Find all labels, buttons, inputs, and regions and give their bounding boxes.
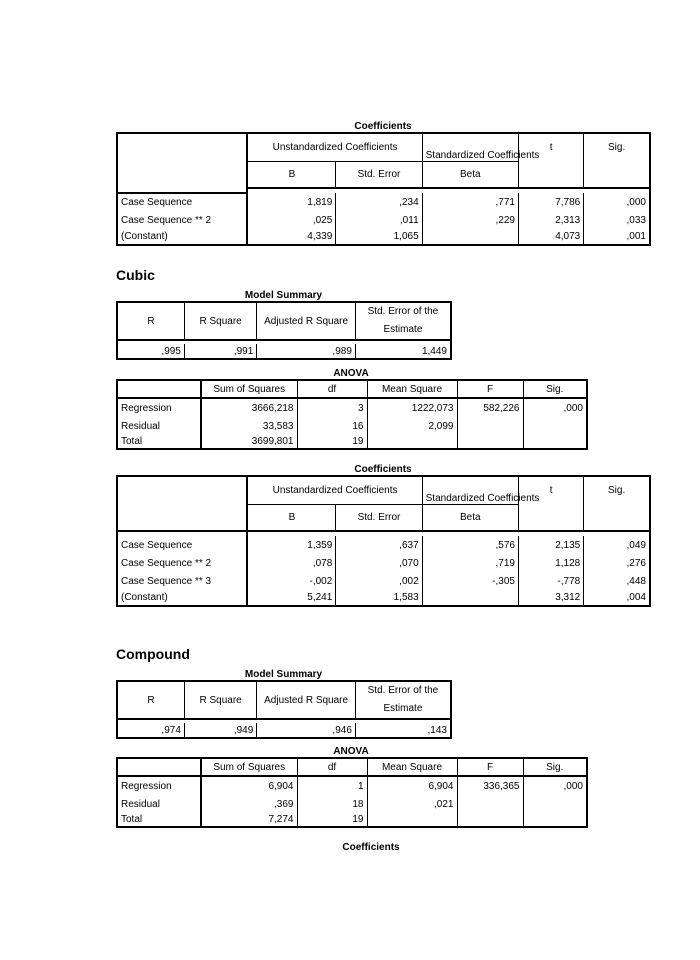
header-f: F xyxy=(457,380,523,398)
header-b: B xyxy=(247,161,335,188)
header-sig: Sig. xyxy=(584,133,650,188)
cubic-model-summary-caption: Model Summary xyxy=(244,290,323,301)
header-mean-square: Mean Square xyxy=(367,758,457,776)
header-sig: Sig. xyxy=(523,758,587,776)
cubic-heading: Cubic xyxy=(116,267,155,283)
table-row: Case Sequence ** 2 ,025 ,011 ,229 2,313 ,033 xyxy=(117,211,650,229)
header-unstandardized: Unstandardized Coefficients xyxy=(247,476,422,504)
compound-coefficients-caption: Coefficients xyxy=(342,842,400,853)
compound-anova-table xyxy=(116,757,588,828)
header-beta: Beta xyxy=(422,161,518,188)
table-row: ,995 ,991 ,989 1,449 xyxy=(117,344,451,359)
header-sum-of-squares: Sum of Squares xyxy=(201,758,297,776)
header-df: df xyxy=(297,758,367,776)
table-row: Case Sequence 1,819 ,234 ,771 7,786 ,000 xyxy=(117,193,650,211)
cubic-coefficients-caption: Coefficients xyxy=(354,464,412,475)
table-row: (Constant) 5,241 1,583 3,312 ,004 xyxy=(117,590,650,606)
header-r: R xyxy=(147,694,155,706)
compound-anova-caption: ANOVA xyxy=(333,746,369,757)
cubic-coefficients-table xyxy=(116,475,651,607)
header-f: F xyxy=(457,758,523,776)
header-unstandardized: Unstandardized Coefficients xyxy=(247,133,422,161)
header-r-square: R Square xyxy=(184,302,256,340)
header-r: R xyxy=(147,315,155,327)
header-std-error-estimate: Std. Error of the Estimate xyxy=(355,681,451,719)
header-t: t xyxy=(518,476,583,531)
table-row: Residual ,369 18 ,021 xyxy=(117,795,587,813)
compound-model-summary-caption: Model Summary xyxy=(244,669,323,680)
table-row: Total 7,274 19 xyxy=(117,813,587,827)
table-row: Case Sequence ** 3 -,002 ,002 -,305 -,778 ,448 xyxy=(117,572,650,590)
header-std-error: Std. Error xyxy=(336,504,422,531)
quadratic-coefficients-caption: Coefficients xyxy=(354,121,412,132)
cubic-anova-table xyxy=(116,379,588,450)
header-adj-r-square: Adjusted R Square xyxy=(257,681,356,719)
header-sig: Sig. xyxy=(523,380,587,398)
header-beta: Beta xyxy=(422,504,518,531)
table-row: Case Sequence ** 2 ,078 ,070 ,719 1,128 ,276 xyxy=(117,554,650,572)
cubic-model-summary-table xyxy=(116,301,452,360)
table-row: Case Sequence 1,359 ,637 ,576 2,135 ,049 xyxy=(117,536,650,554)
header-mean-square: Mean Square xyxy=(367,380,457,398)
table-row: Regression 3666,218 3 1222,073 582,226 ,000 xyxy=(117,398,587,417)
header-r-square: R Square xyxy=(184,681,256,719)
header-df: df xyxy=(297,380,367,398)
table-row: Residual 33,583 16 2,099 xyxy=(117,417,587,435)
header-b: B xyxy=(247,504,335,531)
header-t: t xyxy=(518,133,583,188)
table-row: (Constant) 4,339 1,065 4,073 ,001 xyxy=(117,229,650,245)
header-standardized: Standardized Coefficients xyxy=(422,133,518,161)
cubic-anova-caption: ANOVA xyxy=(333,368,369,379)
header-std-error-estimate: Std. Error of the Estimate xyxy=(355,302,451,340)
compound-heading: Compound xyxy=(116,646,190,662)
table-row: ,974 ,949 ,946 ,143 xyxy=(117,723,451,738)
header-sum-of-squares: Sum of Squares xyxy=(201,380,297,398)
table-row: Regression 6,904 1 6,904 336,365 ,000 xyxy=(117,776,587,795)
header-standardized: Standardized Coefficients xyxy=(422,476,518,504)
table-row: Total 3699,801 19 xyxy=(117,435,587,449)
header-std-error: Std. Error xyxy=(336,161,422,188)
header-sig: Sig. xyxy=(584,476,650,531)
header-adj-r-square: Adjusted R Square xyxy=(257,302,356,340)
compound-model-summary-table xyxy=(116,680,452,739)
quadratic-coefficients-table xyxy=(116,132,651,246)
